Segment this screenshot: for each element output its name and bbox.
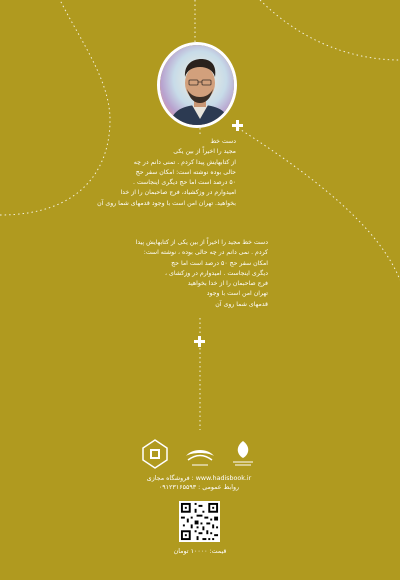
text-line: تهران امن است با وجود <box>206 290 268 298</box>
text-line: قدمهای شما روی آن <box>215 300 268 308</box>
publisher-logos <box>140 438 258 470</box>
text-line: امکان سفر حج ۵۰ درصد است اما حج <box>171 259 268 267</box>
text-line: ۵۰ درصد است اما حج دیگری اینجاست . <box>133 179 236 187</box>
quote-paragraph-1 <box>97 137 236 209</box>
text-line: دست خط مجید را اخیراً از بین یکی از کتابهایش پیدا <box>135 239 268 246</box>
price-label: قیمت: ۱۰۰۰۰ تومان <box>173 548 227 555</box>
qr-code[interactable] <box>179 501 220 542</box>
text-line: مجید را اخیراً از بین یکی <box>173 148 236 156</box>
store-info <box>124 474 274 492</box>
text-line: دیگری اینجاست . امیدوارم در وزکشای ، <box>165 269 268 277</box>
text-line: دست خط <box>210 138 236 145</box>
text-line: کردم . نمی دانم در چه حالی بوده ، نوشته است: <box>143 249 268 257</box>
plus-icon <box>232 120 243 131</box>
text-line: فرج صاحبمان را از خدا بخواهید <box>187 280 268 288</box>
author-portrait <box>157 42 237 128</box>
store-website[interactable]: www.hadisbook.ir : فروشگاه مجازی <box>146 475 252 482</box>
text-line: بخواهید. تهران امن است با وجود قدمهای شما روی آن <box>97 199 236 207</box>
public-relations-phone: روابط عمومی : ۰۹۱۲۳۱۶۵۵۹۳ <box>158 484 240 491</box>
publisher-logo-center <box>182 438 218 470</box>
text-line: از کتابهایش پیدا کردم . تمنی دانم در چه <box>133 158 236 166</box>
publisher-logo-right <box>228 438 258 470</box>
plus-icon <box>194 336 205 347</box>
quote-paragraph-2 <box>108 238 268 310</box>
publisher-logo-left <box>140 438 170 470</box>
text-line: حالی بوده نوشته است: امکان سفر حج <box>135 168 236 176</box>
text-line: امیدوارم در وزکشیاد، فرج صاحبمان را از خدا <box>120 189 236 197</box>
